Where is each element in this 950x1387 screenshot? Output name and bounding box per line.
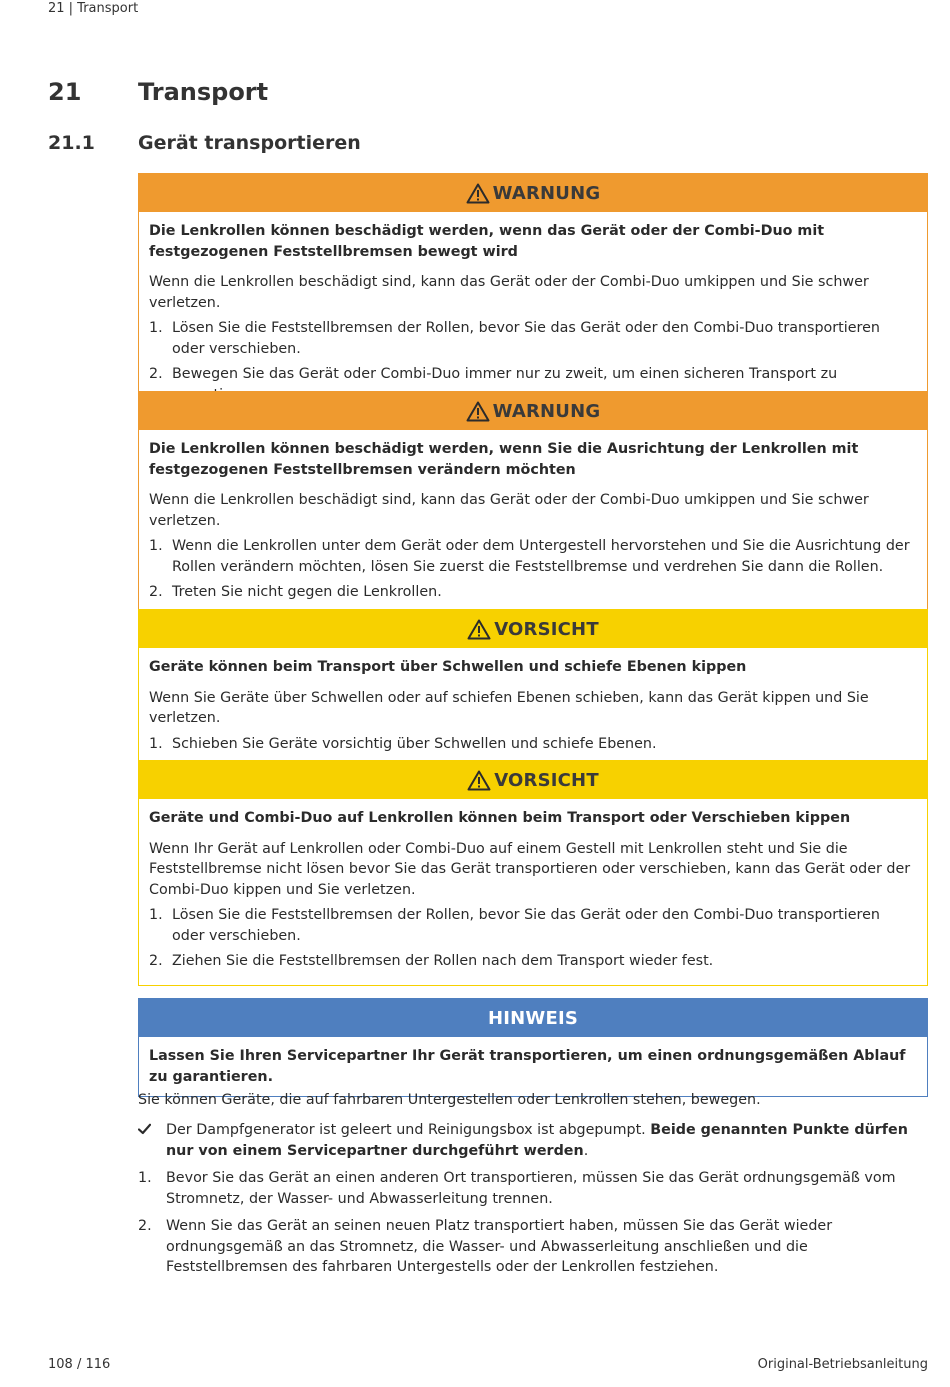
warning-steps	[149, 536, 917, 603]
warning-label: WARNUNG	[492, 182, 601, 204]
caution-text: Wenn Sie Geräte über Schwellen oder auf schiefen Ebenen schieben, kann das Gerät kippen und Sie verletzen.	[149, 689, 869, 726]
body-step-1	[138, 1168, 928, 1209]
check-icon	[138, 1123, 151, 1135]
body-step-2	[138, 1216, 928, 1278]
caution-box-2	[138, 760, 928, 986]
section-title: Gerät transportieren	[138, 132, 361, 154]
notice-text: Lassen Sie Ihren Servicepartner Ihr Gerät transportieren, um einen ordnungsgemäßen Ablauf zu garantieren.	[149, 1048, 906, 1085]
step-number: 1.	[138, 1170, 152, 1186]
caution-text: Wenn Ihr Gerät auf Lenkrollen oder Combi-Duo auf einem Gestell mit Lenkrollen steht und Sie die Feststellbremse nicht lösen bevor Sie das Gerät transportieren oder verschieben, kann das Gerät oder der Combi-Duo kippen und Sie verletzen.	[149, 840, 911, 898]
warning-triangle-icon	[467, 770, 491, 791]
warning-header	[139, 174, 927, 212]
page-number: 108 / 116	[48, 1357, 111, 1372]
step-text: Wenn Sie das Gerät an seinen neuen Platz transportiert haben, müssen Sie das Gerät wieder ordnungsgemäß an das Stromnetz, die Wasser- und Abwasserleitung anschließen und die Feststellbremsen des fahrbaren Untergestells oder der Lenkrollen festziehen.	[166, 1218, 833, 1275]
step-item: 2. Ziehen Sie die Feststellbremsen der Rollen nach dem Transport wieder fest.	[149, 953, 714, 969]
step-item: 2. Bewegen Sie das Gerät oder Combi-Duo immer nur zu zweit, um einen sicheren Transport zu	[149, 366, 838, 382]
step-number: 2.	[138, 1218, 152, 1234]
prerequisite-end: .	[583, 1142, 589, 1159]
document-title: Original-Betriebsanleitung	[757, 1357, 928, 1372]
running-head: 21 | Transport	[48, 1, 139, 16]
caution-label: VORSICHT	[494, 769, 599, 791]
step-item: 1. Lösen Sie die Feststellbremsen der Rollen, bevor Sie das Gerät oder den Combi-Duo transportieren oder verschieben.	[149, 907, 880, 944]
caution-label: VORSICHT	[494, 618, 599, 640]
step-item: 2. Treten Sie nicht gegen die Lenkrollen.	[149, 584, 442, 600]
section-heading	[48, 132, 361, 154]
caution-steps	[149, 905, 917, 972]
warning-box-1	[138, 173, 928, 419]
warning-triangle-icon	[466, 183, 490, 204]
warning-box-2	[138, 391, 928, 617]
caution-header	[139, 610, 927, 648]
prerequisite-bold: Beide genannten Punkte dürfen nur von einem Servicepartner durchgeführt werden	[166, 1122, 908, 1159]
section-number: 21.1	[48, 132, 95, 154]
step-item: 1. Schieben Sie Geräte vorsichtig über Schwellen und schiefe Ebenen.	[149, 735, 657, 752]
chapter-heading	[48, 78, 269, 106]
warning-label: WARNUNG	[492, 400, 601, 422]
prerequisite	[138, 1120, 928, 1161]
warning-header	[139, 392, 927, 430]
warning-text: Wenn die Lenkrollen beschädigt sind, kann das Gerät oder der Combi-Duo umkippen und Sie schwer verletzen.	[149, 492, 869, 529]
caution-header	[139, 761, 927, 799]
step-item: 1. Wenn die Lenkrollen unter dem Gerät oder dem Untergestell hervorstehen und Sie die Ausrichtung der Rollen verändern möchten, lösen Sie zuerst die Feststellbremse und verdrehen Sie dann die Rollen.	[149, 538, 910, 575]
notice-header	[139, 999, 927, 1037]
caution-box-1	[138, 609, 928, 768]
warning-triangle-icon	[466, 401, 490, 422]
warning-triangle-icon	[467, 619, 491, 640]
warning-title: Die Lenkrollen können beschädigt werden, wenn das Gerät oder der Combi-Duo mit festgezogenen Feststellbremsen bewegt wird	[149, 223, 825, 260]
notice-box	[138, 998, 928, 1097]
prerequisite-text: Der Dampfgenerator ist geleert und Reinigungsbox ist abgepumpt.	[166, 1122, 646, 1138]
chapter-number: 21	[48, 78, 82, 106]
warning-text: Wenn die Lenkrollen beschädigt sind, kann das Gerät oder der Combi-Duo umkippen und Sie schwer verletzen.	[149, 274, 869, 311]
warning-title: Die Lenkrollen können beschädigt werden, wenn Sie die Ausrichtung der Lenkrollen mit festgezogenen Feststellbremsen verändern möchten	[149, 441, 859, 478]
caution-title: Geräte können beim Transport über Schwellen und schiefe Ebenen kippen	[149, 659, 747, 675]
caution-steps	[149, 734, 917, 755]
step-text: Bevor Sie das Gerät an einen anderen Ort transportieren, müssen Sie das Gerät ordnungsgemäß vom Stromnetz, der Wasser- und Abwasserleitung trennen.	[166, 1170, 896, 1207]
body-intro: Sie können Geräte, die auf fahrbaren Untergestellen oder Lenkrollen stehen, bewegen.	[138, 1092, 761, 1108]
step-item: 1. Lösen Sie die Feststellbremsen der Rollen, bevor Sie das Gerät oder den Combi-Duo transportieren oder verschieben.	[149, 320, 880, 357]
notice-label: HINWEIS	[487, 1007, 579, 1029]
caution-title: Geräte und Combi-Duo auf Lenkrollen können beim Transport oder Verschieben kippen	[149, 810, 851, 826]
chapter-title: Transport	[138, 78, 269, 106]
